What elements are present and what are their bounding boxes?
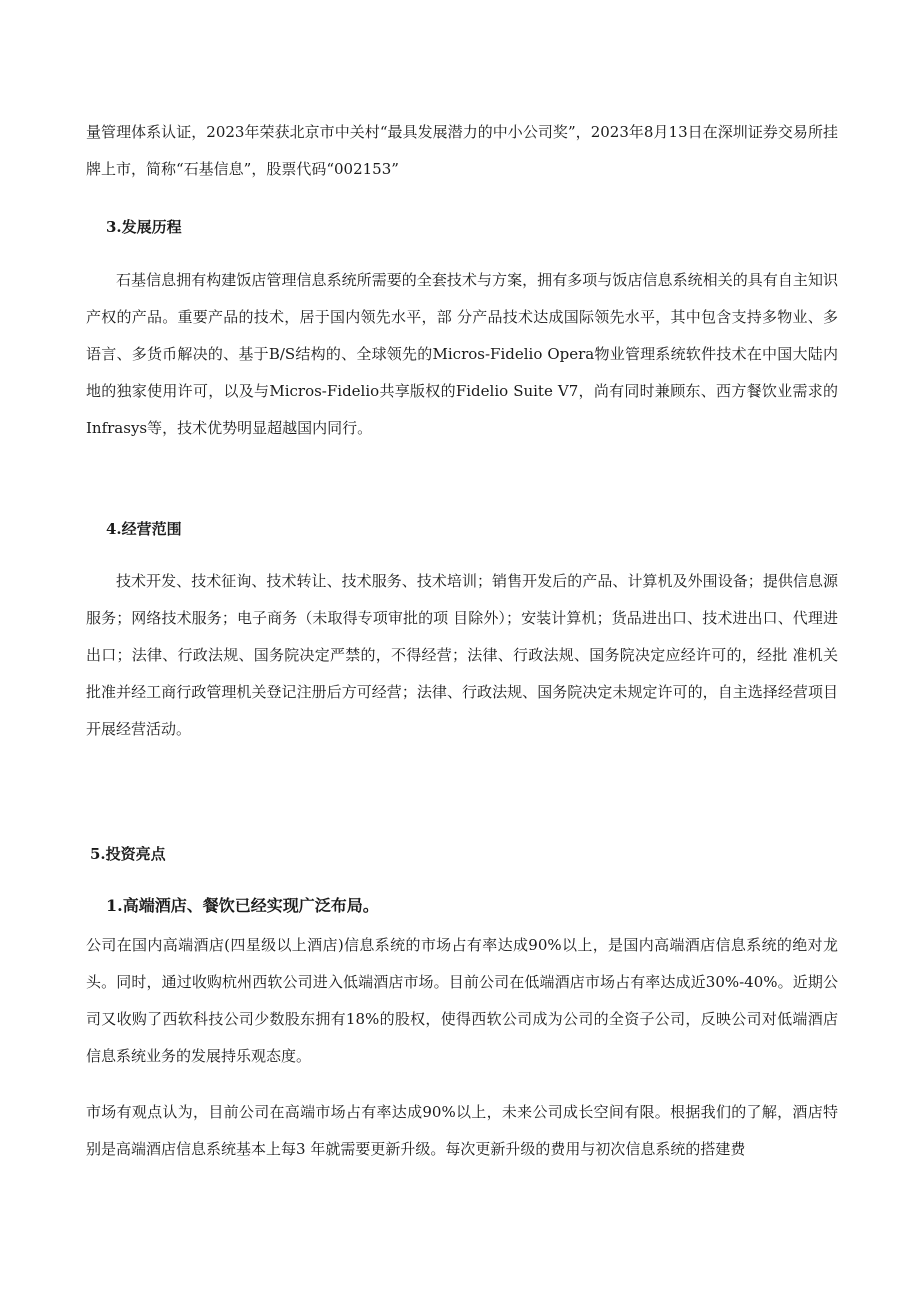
highlight-1-heading: 1.高端酒店、餐饮已经实现广泛布局。	[106, 896, 379, 915]
scope-paragraph: 技术开发、技术征询、技术转让、技术服务、技术培训；销售开发后的产品、计算机及外围设备；提供信息源服务；网络技术服务；电子商务（未取得专项审批的项 目除外）；安装计算机；货品进出口、技术进出口、代理进出口；法律、行政法规、国务院决定严禁的，不得经营；法律、行政法规、国务院决定应经许可的，经批 准机关批准并经工商行政管理机关登记注册后方可经营；法律、行政法规、国务院决定未规定许可的，自主选择经营项目开展经营活动。	[86, 572, 838, 738]
intro-tail-paragraph: 量管理体系认证，2023年荣获北京市中关村“最具发展潜力的中小公司奖”，2023年8月13日在深圳证券交易所挂牌上市，简称“石基信息”，股票代码“002153”	[86, 123, 838, 178]
history-paragraph: 石基信息拥有构建饭店管理信息系统所需要的全套技术与方案，拥有多项与饭店信息系统相关的具有自主知识产权的产品。重要产品的技术，居于国内领先水平，部 分产品技术达成国际领先水平，其中包含支持多物业、多语言、多货币解决的、基于B/S结构的、全球领先的Micros-Fidelio Opera物业管理系统软件技术在中国大陆内地的独家使用许可，以及与Micros-Fidelio共享版权的Fidelio Suite V7，尚有同时兼顾东、西方餐饮业需求的Infrasys等，技术优势明显超越国内同行。	[86, 271, 838, 437]
history-heading: 3.发展历程	[106, 218, 182, 236]
scope-heading: 4.经营范围	[106, 520, 182, 538]
highlights-heading: 5.投资亮点	[90, 845, 166, 863]
highlight-1-paragraph: 公司在国内高端酒店(四星级以上酒店)信息系统的市场占有率达成90%以上，是国内高端酒店信息系统的绝对龙头。同时，通过收购杭州西软公司进入低端酒店市场。目前公司在低端酒店市场占有率达成近30%-40%。近期公司又收购了西软科技公司少数股东拥有18%的股权，使得西软公司成为公司的全资子公司，反映公司对低端酒店信息系统业务的发展持乐观态度。	[86, 936, 838, 1065]
highlight-1-paragraph-2: 市场有观点认为，目前公司在高端市场占有率达成90%以上，未来公司成长空间有限。根据我们的了解，酒店特别是高端酒店信息系统基本上每3 年就需要更新升级。每次更新升级的费用与初次信息系统的搭建费	[86, 1103, 838, 1158]
